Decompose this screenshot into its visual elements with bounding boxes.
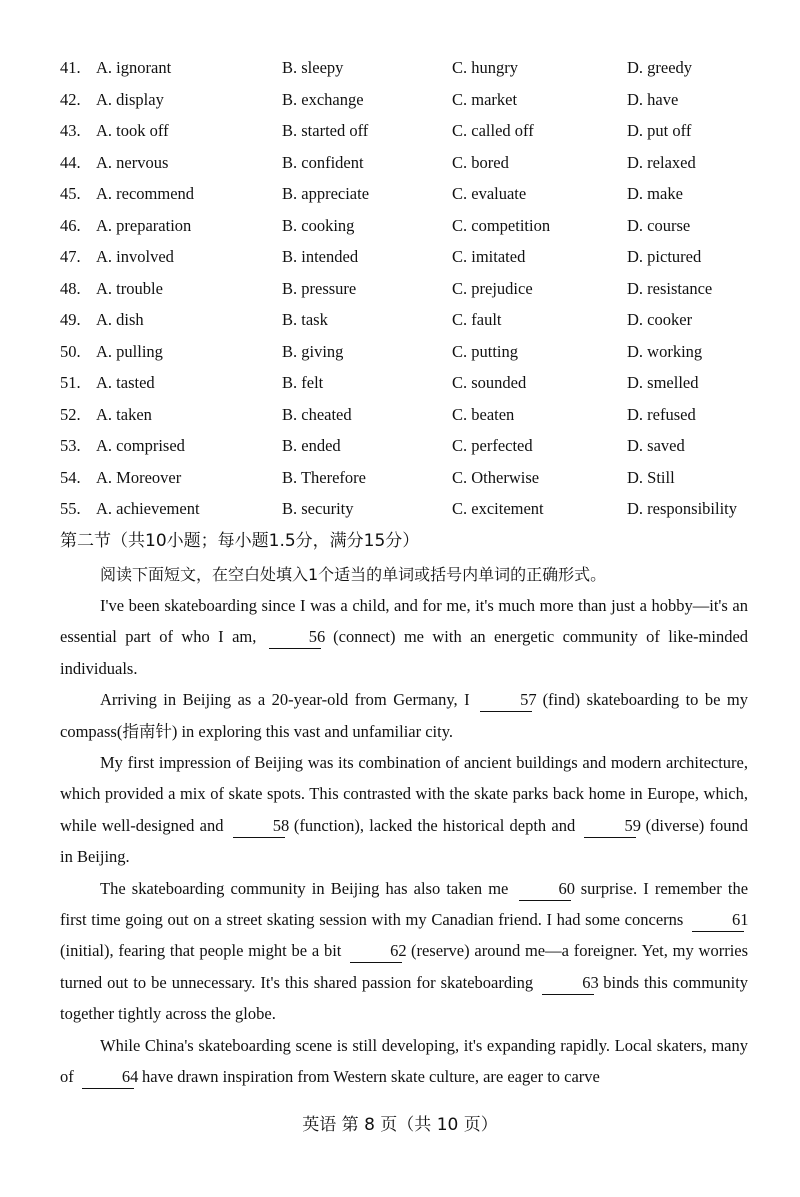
blank-56[interactable]: 56 — [269, 626, 321, 649]
option-b: B. giving — [282, 341, 344, 361]
passage-text: (connect) me with an energetic community of like-minded individuals. — [60, 627, 749, 678]
question-number: 53. — [60, 436, 81, 455]
question-number: 44. — [60, 152, 81, 172]
question-number: 49. — [60, 310, 81, 329]
question-number: 45. — [60, 184, 81, 203]
option-a: A. pulling — [96, 341, 163, 361]
blank-60[interactable]: 60 — [519, 878, 571, 901]
option-b: B. ended — [282, 436, 341, 455]
question-number: 42. — [60, 89, 81, 109]
option-a: A. comprised — [96, 436, 185, 455]
question-row-52 — [60, 401, 760, 433]
question-row-48 — [60, 275, 760, 307]
option-d: D. have — [627, 89, 679, 109]
paragraph-3 — [60, 747, 748, 873]
option-a: A. Moreover — [96, 467, 182, 487]
blank-58[interactable]: 58 — [233, 815, 285, 838]
blank-64[interactable]: 64 — [82, 1066, 134, 1089]
question-row-45 — [60, 180, 760, 212]
option-c: C. Otherwise — [452, 467, 540, 487]
option-b: B. Therefore — [282, 467, 366, 487]
option-a: A. trouble — [96, 278, 163, 298]
passage-text: Arriving in Beijing as a 20-year-old from Germany, I — [100, 690, 470, 710]
reading-passage — [60, 590, 748, 1093]
paragraph-4 — [60, 873, 748, 1030]
blank-57[interactable]: 57 — [480, 689, 532, 712]
option-a: A. took off — [96, 121, 169, 140]
passage-text: I've been skateboarding since I was a child, and for me, it's much more than just a hobby—it's an essential part of who I am, — [60, 596, 748, 647]
passage-text: (find) skateboarding to be my compass(指南针) in exploring this vast and unfamiliar city. — [60, 690, 749, 741]
passage-text: The skateboarding community in Beijing has also taken me — [100, 878, 509, 898]
option-d: D. put off — [627, 121, 692, 140]
question-row-50 — [60, 338, 760, 370]
option-c: C. fault — [452, 310, 502, 329]
question-row-41 — [60, 54, 760, 86]
passage-text: surprise. I remember the first time going out on a street skating session with my Canadian friend. I had some concerns — [60, 878, 749, 930]
option-d: D. course — [627, 215, 691, 235]
passage-text: (function), lacked the historical depth and — [293, 815, 576, 835]
question-number: 46. — [60, 215, 81, 235]
option-c: C. market — [452, 89, 518, 109]
question-row-47 — [60, 243, 760, 275]
question-row-49 — [60, 306, 760, 338]
option-c: C. putting — [452, 341, 519, 361]
passage-text: binds this community together tightly across the globe. — [60, 972, 749, 1024]
question-number: 51. — [60, 373, 81, 392]
question-row-51 — [60, 369, 760, 401]
option-d: D. saved — [627, 436, 685, 455]
option-d: D. working — [627, 341, 703, 361]
paragraph-1 — [60, 590, 748, 684]
option-d: D. responsibility — [627, 499, 737, 518]
option-a: A. tasted — [96, 373, 155, 392]
option-c: C. excitement — [452, 499, 544, 518]
option-a: A. achievement — [96, 499, 200, 518]
option-c: C. evaluate — [452, 184, 527, 203]
blank-61[interactable]: 61 — [692, 909, 744, 932]
passage-text: (reserve) around me—a foreigner. Yet, my worries turned out to be unnecessary. It's this shared passion for skateboarding — [60, 941, 749, 992]
option-d: D. resistance — [627, 278, 713, 298]
option-b: B. felt — [282, 373, 324, 392]
question-number: 41. — [60, 58, 81, 77]
page-footer: 英语 第 8 页（共 10 页） — [302, 1115, 498, 1135]
option-b: B. sleepy — [282, 58, 344, 77]
option-b: B. exchange — [282, 89, 364, 109]
passage-text: My first impression of Beijing was its combination of ancient buildings and modern architecture, which provided a mix of skate spots. This contrasted with the skate parks back home in Europe, which, while well-designed and — [60, 753, 748, 835]
option-b: B. security — [282, 499, 354, 518]
passage-text: have drawn inspiration from Western skate culture, are eager to carve — [142, 1067, 600, 1087]
option-b: B. started off — [282, 121, 369, 140]
option-d: D. pictured — [627, 247, 702, 266]
option-a: A. recommend — [96, 184, 195, 203]
passage-text: (initial), fearing that people might be a bit — [60, 941, 342, 961]
option-c: C. beaten — [452, 404, 515, 424]
multiple-choice-options — [60, 54, 760, 527]
question-number: 47. — [60, 247, 81, 266]
paragraph-2 — [60, 684, 748, 747]
option-a: A. preparation — [96, 215, 192, 235]
option-a: A. involved — [96, 247, 174, 266]
question-row-55 — [60, 495, 760, 527]
question-row-53 — [60, 432, 760, 464]
option-a: A. dish — [96, 310, 144, 329]
question-row-43 — [60, 117, 760, 149]
question-row-44 — [60, 149, 760, 181]
question-number: 48. — [60, 278, 81, 298]
option-c: C. hungry — [452, 58, 518, 77]
question-row-54 — [60, 464, 760, 496]
option-c: C. perfected — [452, 436, 533, 455]
question-number: 54. — [60, 467, 81, 487]
option-b: B. pressure — [282, 278, 357, 298]
passage-text: While China's skateboarding scene is still developing, it's expanding rapidly. Local skaters, many of — [60, 1035, 748, 1087]
paragraph-5 — [60, 1030, 748, 1093]
option-b: B. confident — [282, 152, 364, 172]
option-d: D. relaxed — [627, 152, 696, 172]
option-c: C. competition — [452, 215, 551, 235]
blank-62[interactable]: 62 — [350, 940, 402, 963]
question-number: 43. — [60, 121, 81, 140]
option-c: C. called off — [452, 121, 534, 140]
question-row-42 — [60, 86, 760, 118]
option-d: D. Still — [627, 467, 675, 487]
section-instruction: 阅读下面短文，在空白处填入1个适当的单词或括号内单词的正确形式。 — [100, 565, 607, 584]
option-a: A. ignorant — [96, 58, 172, 77]
option-a: A. taken — [96, 404, 152, 424]
option-b: B. cheated — [282, 404, 352, 424]
option-d: D. make — [627, 184, 683, 203]
question-number: 50. — [60, 341, 81, 361]
blank-63[interactable]: 63 — [542, 972, 594, 995]
option-d: D. greedy — [627, 58, 693, 77]
option-d: D. cooker — [627, 310, 693, 329]
option-a: A. display — [96, 89, 164, 109]
option-b: B. task — [282, 310, 328, 329]
blank-59[interactable]: 59 — [584, 815, 636, 838]
option-c: C. sounded — [452, 373, 527, 392]
question-number: 55. — [60, 499, 81, 518]
section-title: 第二节（共10小题；每小题1.5分，满分15分） — [60, 531, 420, 551]
question-number: 52. — [60, 404, 81, 424]
option-b: B. cooking — [282, 215, 355, 235]
option-b: B. intended — [282, 247, 359, 266]
option-c: C. bored — [452, 152, 509, 172]
option-c: C. imitated — [452, 247, 526, 266]
question-row-46 — [60, 212, 760, 244]
option-a: A. nervous — [96, 152, 169, 172]
option-c: C. prejudice — [452, 278, 533, 298]
option-d: D. smelled — [627, 373, 699, 392]
passage-text: (diverse) found in Beijing. — [60, 815, 749, 867]
option-d: D. refused — [627, 404, 696, 424]
option-b: B. appreciate — [282, 184, 370, 203]
